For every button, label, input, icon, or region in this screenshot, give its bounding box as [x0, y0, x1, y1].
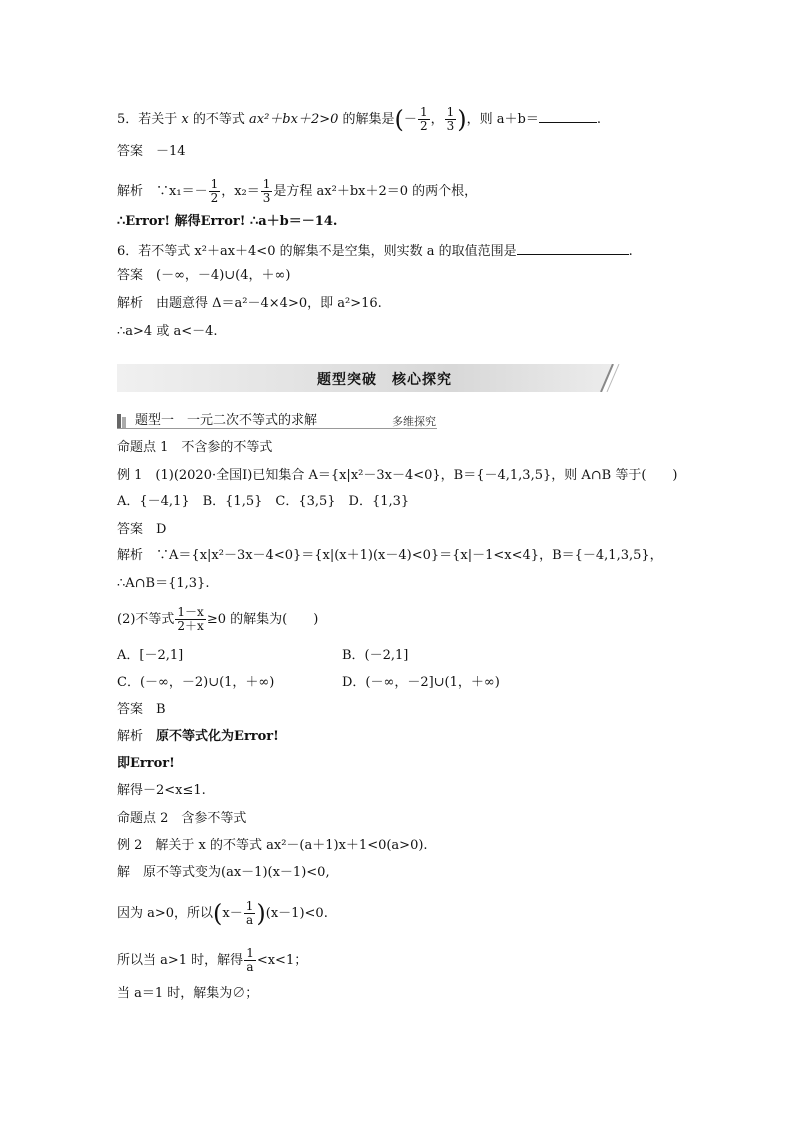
ex1b-fraction: $\frac{1-x}{2+x}$ [177, 605, 204, 633]
topic-marker-icon [117, 414, 127, 428]
q6-conclusion: ∴a>4 或 a<－4. [117, 324, 218, 339]
sol3-post: <x<1； [256, 953, 308, 968]
ex1b-line-3: 解得－2<x≤1. [117, 783, 206, 798]
answer-value: B [156, 702, 166, 717]
answer-value: －14 [156, 144, 186, 159]
q5-answer-blank [539, 110, 597, 123]
q5-analysis-frac-1: $\frac{1}{2}$ [210, 177, 219, 205]
ex1b-pre: (2)不等式 [117, 612, 175, 627]
analysis-label: 解析 [117, 548, 144, 563]
q5-analysis-text-1: ∵x₁＝－ [156, 184, 208, 199]
solution-label: 解 [117, 865, 131, 880]
sol2-fraction: $\frac{1}{a}$ [245, 899, 254, 927]
answer-value: D [156, 522, 167, 537]
topic-underline [117, 428, 437, 429]
ex1b-answer [117, 702, 166, 718]
ex1b-line-2: 即Error! [117, 756, 175, 771]
ex1b-option-b: B．(－2,1] [342, 648, 409, 663]
q5-stem-post: 的解集是 [338, 112, 395, 127]
q5-stem-pre: 5．若关于 [117, 112, 182, 127]
topic-header [117, 413, 677, 429]
sol3-fraction: $\frac{1}{a}$ [246, 946, 254, 974]
sol2-post: (x－1)<0. [265, 906, 328, 921]
analysis-text: 原不等式化为Error! [156, 729, 279, 744]
sol2-inner: x－ [222, 906, 243, 921]
ex1-conclusion: ∴A∩B＝{1,3}. [117, 576, 210, 591]
example-1-part-2 [117, 606, 318, 633]
q5-left-paren: ( [394, 105, 404, 134]
q6-end: . [628, 244, 633, 259]
q5-analysis-frac-2: $\frac{1}{3}$ [262, 177, 271, 205]
example-2: 例 2 解关于 x 的不等式 ax²－(a＋1)x＋1<0(a>0). [117, 838, 428, 853]
q5-var-x: x [181, 112, 189, 127]
ex1-answer [117, 522, 166, 538]
ex2-solution-4: 当 a＝1 时，解集为∅； [117, 986, 259, 1001]
ex2-solution-3 [117, 947, 307, 974]
answer-label: 答案 [117, 268, 144, 283]
q5-frac-2: $\frac{1}{3}$ [446, 105, 455, 133]
banner-title: 题型突破 核心探究 [317, 372, 452, 388]
q5-frac-1: $\frac{1}{2}$ [419, 105, 428, 133]
ex1-analysis [117, 548, 663, 564]
q6-analysis [117, 296, 382, 312]
question-6 [117, 242, 633, 260]
sol2-right-paren: ) [256, 899, 266, 928]
topic-title: 题型一 一元二次不等式的求解 [135, 413, 318, 428]
answer-label: 答案 [117, 702, 144, 717]
q5-answer [117, 144, 186, 160]
section-banner [117, 364, 677, 392]
sol3-pre: 所以当 a>1 时，解得 [117, 953, 244, 968]
q5-analysis-text-3: 是方程 ax²＋bx＋2＝0 的两个根， [273, 184, 478, 199]
question-5: 5．若关于 x 的不等式 ax²＋bx＋2>0 的解集是(－ $\frac{1}{2}$ ， $\frac{1}{3}$ )，则 a＋b＝ . [117, 105, 601, 134]
q5-tail: ，则 a＋b＝ [466, 112, 539, 127]
ex1b-option-d: D．(－∞，－2]∪(1，＋∞) [342, 675, 500, 690]
analysis-text: ∵A＝{x|x²－3x－4<0}＝{x|(x＋1)(x－4)<0}＝{x|－1<x<4}，B＝{－4,1,3,5}， [156, 548, 663, 563]
q5-inequality: ax²＋bx＋2>0 [249, 112, 339, 127]
point-1: 命题点 1 不含参的不等式 [117, 440, 273, 455]
q5-right-paren: ) [457, 105, 467, 134]
analysis-label: 解析 [117, 184, 144, 199]
ex1b-option-a: A．[－2,1] [117, 648, 184, 663]
example-1: 例 1 (1)(2020·全国Ⅰ)已知集合 A＝{x|x²－3x－4<0}，B＝{－4,1,3,5}，则 A∩B 等于( ) [117, 468, 678, 483]
analysis-text: 由题意得 Δ＝a²－4×4>0，即 a²>16. [156, 296, 382, 311]
solution-text: 原不等式变为(ax－1)(x－1)<0, [143, 865, 330, 880]
q5-analysis-text-2: ，x₂＝ [221, 184, 260, 199]
point-2: 命题点 2 含参不等式 [117, 811, 247, 826]
analysis-label: 解析 [117, 296, 144, 311]
answer-label: 答案 [117, 144, 144, 159]
example-1-options: A．{－4,1} B．{1,5} C．{3,5} D．{1,3} [117, 494, 410, 509]
ex2-solution-2 [117, 900, 328, 927]
ex1b-analysis [117, 729, 279, 745]
topic-tag: 多维探究 [392, 415, 436, 428]
q5-analysis [117, 178, 477, 205]
q5-conclusion: ∴Error! 解得Error! ∴a＋b＝－14. [117, 214, 338, 229]
ex1b-post: ≥0 的解集为( ) [206, 612, 319, 627]
q6-stem: 6．若不等式 x²＋ax＋4<0 的解集不是空集，则实数 a 的取值范围是 [117, 244, 517, 259]
q5-end: . [596, 112, 601, 127]
answer-value: (－∞，－4)∪(4，＋∞) [156, 268, 291, 283]
sol2-pre: 因为 a>0，所以 [117, 906, 214, 921]
ex2-solution-1 [117, 865, 330, 881]
sol2-left-paren: ( [213, 899, 223, 928]
ex1b-option-c: C．(－∞，－2)∪(1，＋∞) [117, 675, 275, 690]
q5-stem-mid: 的不等式 [188, 112, 250, 127]
answer-label: 答案 [117, 522, 144, 537]
q6-answer [117, 268, 290, 284]
banner-slash-decoration [587, 364, 677, 392]
analysis-label: 解析 [117, 729, 144, 744]
q6-answer-blank [517, 242, 629, 255]
